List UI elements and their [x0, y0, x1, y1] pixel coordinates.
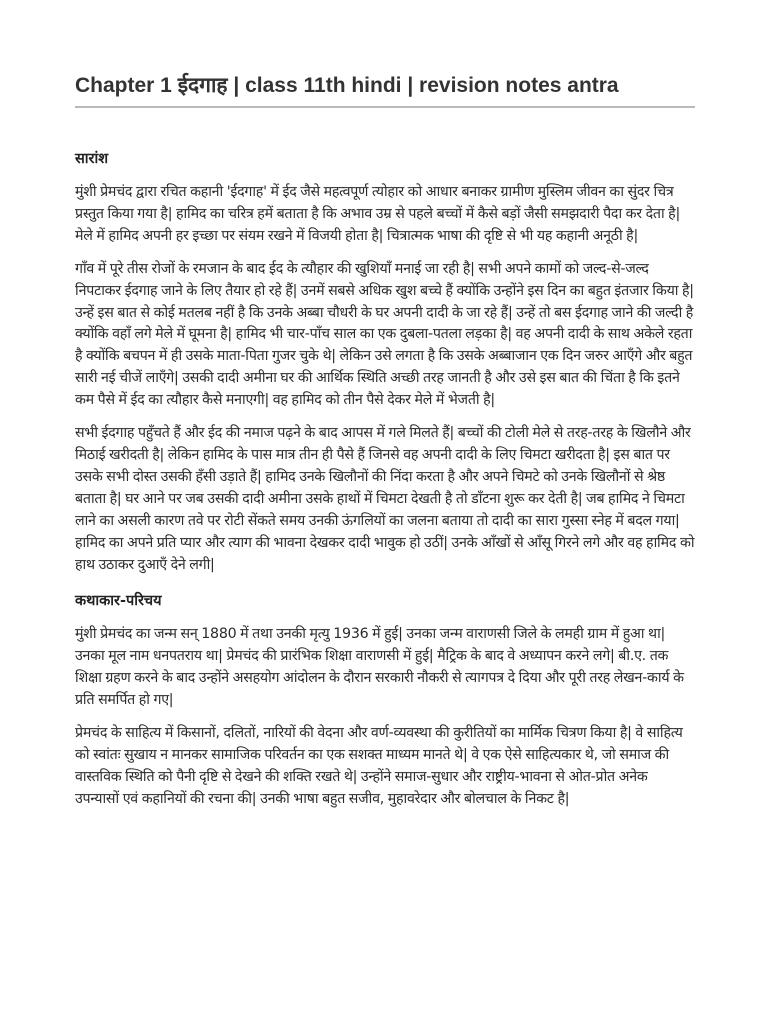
title-divider	[75, 106, 695, 108]
summary-paragraph-3: सभी ईदगाह पहुँचते हैं और ईद की नमाज पढ़ने के बाद आपस में गले मिलते हैं| बच्चों की टोली मेले से तरह-तरह के खिलौने और मिठाई खरीदती है| लेकिन हामिद के पास मात्र तीन ही पैसे हैं जिनसे वह अपनी दादी के लिए चिमटा खरीदता है| इस बात पर उसके सभी दोस्त उसकी हँसी उड़ाते हैं| हामिद उनके खिलौनों की निंदा करता है और अपने चिमटे को उनके खिलौनों से श्रेष्ठ बताता है| घर आने पर जब उसकी दादी अमीना उसके हाथों में चिमटा देखती है तो डाँटना शुरू कर देती है| जब हामिद ने चिमटा लाने का असली कारण तवे पर रोटी सेंकते समय उनकी ऊंगलियों का जलना बताया तो दादी का सारा गुस्सा स्नेह में बदल गया| हामिद का अपने प्रति प्यार और त्याग की भावना देखकर दादी भावुक हो उठीं| उनके आँखों से आँसू गिरने लगे और वह हामिद को हाथ उठाकर दुआएँ देने लगी|	[75, 425, 695, 573]
section-heading-author: कथाकार-परिचय	[75, 593, 162, 610]
section-author-intro	[75, 590, 695, 810]
summary-paragraph-2: गाँव में पूरे तीस रोजों के रमजान के बाद ईद के त्यौहार की खुशियाँ मनाई जा रही है| सभी अपने कामों को जल्द-से-जल्द निपटाकर ईदगाह जाने के लिए तैयार हो रहे हैं| उनमें सबसे अधिक खुश बच्चे हैं क्योंकि उन्होंने इस दिन का बहुत इंतजार किया है| उन्हें इस बात से कोई मतलब नहीं है कि उनके अब्बा चौधरी के घर अपनी दादी के जा रहे हैं| उन्हें तो बस ईदगाह जाने की जल्दी है क्योंकि वहाँ लगे मेले में घूमना है| हामिद भी चार-पाँच साल का एक दुबला-पतला लड़का है| वह अपनी दादी के साथ अकेले रहता है क्योंकि बचपन में ही उसके माता-पिता गुजर चुके थे| लेकिन उसे लगता है कि उसके अब्बाजान एक दिन जरुर आएँगे और बहुत सारी नई चीजें लाएँगे| उसकी दादी अमीना घर की आर्थिक स्थिति अच्छी तरह जानती है और उसे इस बात की चिंता है कि इतने कम पैसे में ईद का त्यौहार कैसे मनाएगी| वह हामिद को तीन पैसे देकर मेले में भेजती है|	[75, 260, 694, 409]
page-title: Chapter 1 ईदगाह | class 11th hindi | revision notes antra	[75, 74, 619, 97]
summary-paragraph-1: मुंशी प्रेमचंद द्वारा रचित कहानी 'ईदगाह' में ईद जैसे महत्वपूर्ण त्योहार को आधार बनाकर ग्रामीण मुस्लिम जीवन का सुंदर चित्र प्रस्तुत किया गया है| हामिद का चरित्र हमें बताता है कि अभाव उम्र से पहले बच्चों में कैसे बड़ों जैसी समझदारी पैदा कर देता है| मेले में हामिद अपनी हर इच्छा पर संयम रखने में विजयी होता है| चित्रात्मक भाषा की दृष्टि से भी यह कहानी अनूठी है|	[75, 184, 680, 244]
section-summary	[75, 148, 695, 576]
section-heading-summary: सारांश	[75, 151, 109, 167]
author-paragraph-1: मुंशी प्रेमचंद का जन्म सन् 1880 में तथा उनकी मृत्यु 1936 में हुई| उनका जन्म वाराणसी जिले के लमही ग्राम में हुआ था| उनका मूल नाम धनपतराय था| प्रेमचंद की प्रारंभिक शिक्षा वाराणसी में हुई| मैट्रिक के बाद वे अध्यापन करने लगे| बी.ए. तक शिक्षा ग्रहण करने के बाद उन्होंने असहयोग आंदोलन के दौरान सरकारी नौकरी से त्यागपत्र दे दिया और पूरी तरह लेखन-कार्य के प्रति समर्पित हो गए|	[75, 626, 684, 709]
author-paragraph-2: प्रेमचंद के साहित्य में किसानों, दलितों, नारियों की वेदना और वर्ण-व्यवस्था की कुरीतियों का मार्मिक चित्रण किया है| वे साहित्य को स्वांतः सुखाय न मानकर सामाजिक परिवर्तन का एक सशक्त माध्यम मानते थे| वे एक ऐसे साहित्यकार थे, जो समाज की वास्तविक स्थिति को पैनी दृष्टि से देखने की शक्ति रखते थे| उन्होंने समाज-सुधार और राष्ट्रीय-भावना से ओत-प्रोत अनेक उपन्यासों एवं कहानियों की रचना की| उनकी भाषा बहुत सजीव, मुहावरेदार और बोलचाल के निकट है|	[75, 725, 683, 807]
document-page	[75, 70, 695, 822]
